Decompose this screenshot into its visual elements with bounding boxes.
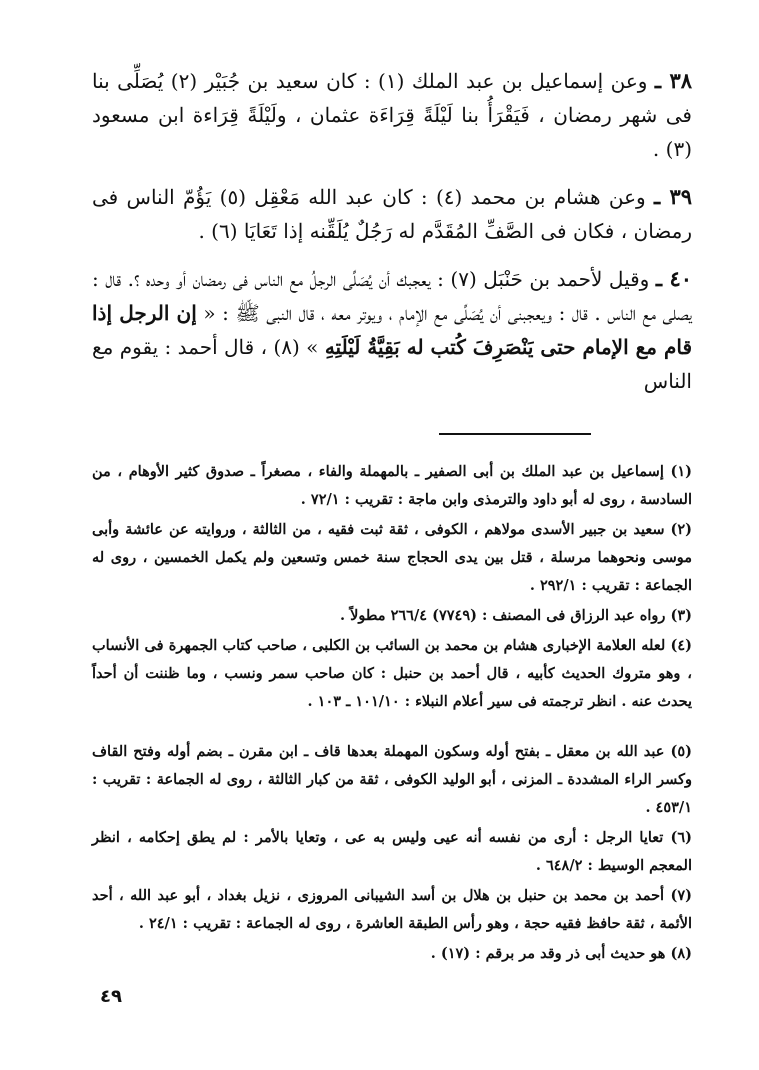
paragraph-38 [92,64,692,166]
footnote-4: (٤) لعله العلامة الإخبارى هشام بن محمد بن السائب بن الكلبى ، صاحب كتاب الجمهرة فى الأنساب ، وهو متروك الحديث كأبيه ، قال أحمد بن حنبل : كان صاحب سمر ونسب ، وما ظننت أن أحداً يحدث عنه . انظر ترجمته فى سير أعلام النبلاء : ١٠١/١٠ ـ ١٠٣ . [92,637,692,710]
hadith-quote: إن الرجل إذا قام مع الإمام حتى يَنْصَرِفَ كُتب له بَقِيَّةُ لَيْلَتِهِ [92,301,693,359]
paragraph-text: وعن هشام بن محمد (٤) : كان عبد الله مَعْقِل (٥) يَؤُمّ الناس فى رمضان ، فكان فى الصَّفِّ المُقَدَّم له رَجُلٌ يُلَقِّنه إذا تَعَايَا (٦) . [92,185,692,243]
footnote-1: (١) إسماعيل بن عبد الملك بن أبى الصفير ـ بالمهملة والفاء ، مصغراً ـ صدوق كثير الأوهام ، من السادسة ، روى له أبو داود والترمذى وابن ماجة : تقريب : ٧٢/١ . [92,463,692,508]
footnote-7: (٧) أحمد بن محمد بن حنبل بن هلال بن أسد الشيبانى المروزى ، نزيل بغداد ، أبو عبد الله ، أحد الأئمة ، ثقة حافظ فقيه حجة ، وهو رأس الطبقة العاشرة ، روى له الجماعة : تقريب : ٢٤/١ . [92,887,692,932]
paragraph-number: ٣٩ ـ [654,184,692,209]
footnote-8: (٨) هو حديث أبى ذر وقد مر برقم : (١٧) . [430,945,692,962]
paragraph-text: وقيل لأحمد بن حَنْبَل (٧) : يعجبك أن يُصَلِّى الرجلُ مع الناس فى رمضان أو وحده ؟. قال : يصلى مع الناس . قال : ويعجبنى أن يُصَلِّى مع الإمام ، ويوتر معه ، قال النبى ﷺ : « [92,267,693,325]
paragraph-number: ٣٨ ـ [654,68,692,93]
footnotes [92,458,692,970]
footnote-6: (٦) تعايا الرجل : أرى من نفسه أنه عيى وليس به عى ، وتعايا بالأمر : لم يطق إحكامه ، انظر المعجم الوسيط : ٦٤٨/٢ . [92,829,692,874]
paragraph-39 [92,180,692,248]
footnote-separator [439,433,591,435]
footnote-2: (٢) سعيد بن جبير الأسدى مولاهم ، الكوفى ، ثقة ثبت فقيه ، من الثالثة ، وروايته عن عائشة وأبى موسى ونحوهما مرسلة ، قتل بين يدى الحجاج سنة خمس وتسعين ولم يكمل الخمسين ، روى له الجماعة : تقريب : ٢٩٢/١ . [92,521,692,594]
paragraph-number: ٤٠ ـ [655,266,693,291]
paragraph-40 [92,262,692,398]
main-text [92,64,692,412]
page-number: ٤٩ [100,986,122,1007]
paragraph-text: وعن إسماعيل بن عبد الملك (١) : كان سعيد بن جُبَيْر (٢) يُصَلِّى بنا فى شهر رمضان ، فَيَقْرَأُ بنا لَيْلَةً قِرَاءَة عثمان ، ولَيْلَةً قِرَاءة ابن مسعود (٣) . [92,69,692,161]
footnote-3: (٣) رواه عبد الرزاق فى المصنف : (٧٧٤٩) ٢٦٦/٤ مطولاً . [340,607,692,624]
paragraph-text-end: » (٨) ، قال أحمد : يقوم مع الناس [92,335,692,393]
footnote-5: (٥) عبد الله بن معقل ـ بفتح أوله وسكون المهملة بعدها قاف ـ ابن مقرن ـ بضم أوله وفتح القاف وكسر الراء المشددة ـ المزنى ، أبو الوليد الكوفى ، ثقة من كبار الثالثة ، روى له الجماعة : تقريب : ٤٥٣/١ . [92,743,692,816]
footnote-gap [92,718,692,738]
